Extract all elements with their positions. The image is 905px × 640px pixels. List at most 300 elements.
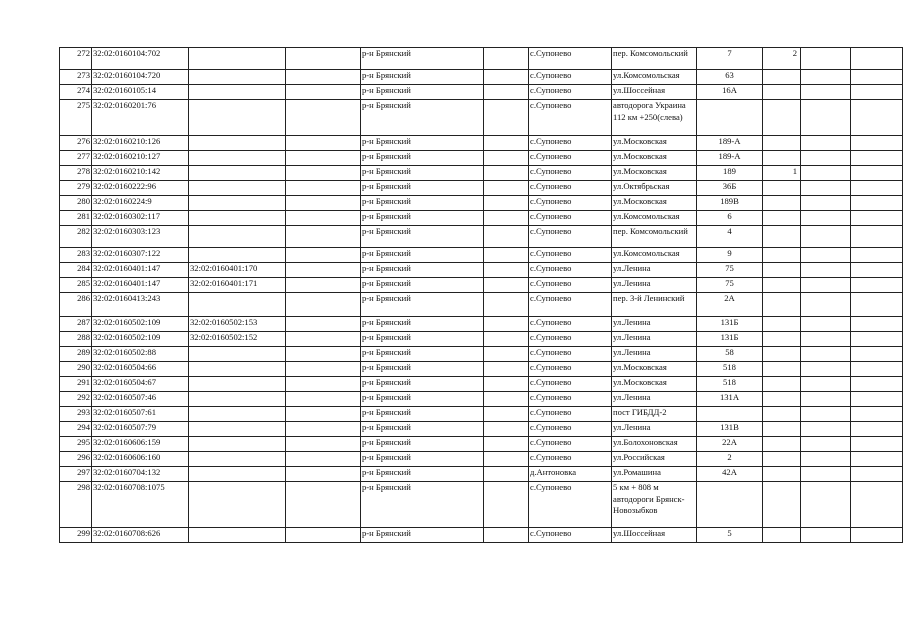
row-number-cell: 274 (60, 85, 92, 100)
row-number-cell: 272 (60, 48, 92, 70)
street-cell: ул.Ленина (612, 278, 697, 293)
row-number-cell: 298 (60, 482, 92, 528)
table-row (60, 332, 903, 347)
empty-cell (801, 70, 851, 85)
settlement-cell: с.Супонево (529, 85, 612, 100)
house-number-cell: 131Б (697, 317, 763, 332)
row-number-cell: 277 (60, 151, 92, 166)
empty-cell (801, 347, 851, 362)
street-cell: ул.Комсомольская (612, 248, 697, 263)
row-number-cell: 293 (60, 407, 92, 422)
street-cell: ул.Московская (612, 196, 697, 211)
empty-cell (851, 528, 903, 543)
street-cell: ул.Московская (612, 166, 697, 181)
empty-cell (286, 70, 361, 85)
empty-cell (801, 482, 851, 528)
empty-cell (286, 467, 361, 482)
house-number-cell: 16А (697, 85, 763, 100)
cadastral-number-cell: 32:02:0160302:117 (92, 211, 189, 226)
district-cell: р-н Брянский (361, 263, 484, 278)
settlement-cell: с.Супонево (529, 482, 612, 528)
table-row (60, 452, 903, 467)
empty-cell (851, 392, 903, 407)
empty-cell (851, 377, 903, 392)
cadastral-number-cell: 32:02:0160504:66 (92, 362, 189, 377)
settlement-cell: с.Супонево (529, 317, 612, 332)
district-cell: р-н Брянский (361, 196, 484, 211)
cadastral-number-cell: 32:02:0160307:122 (92, 248, 189, 263)
row-number-cell: 288 (60, 332, 92, 347)
cadastral-number-cell: 32:02:0160606:160 (92, 452, 189, 467)
related-cadastral-number-cell (189, 48, 286, 70)
empty-cell (801, 166, 851, 181)
cadastral-number-cell: 32:02:0160502:109 (92, 332, 189, 347)
settlement-cell: с.Супонево (529, 211, 612, 226)
table-row (60, 166, 903, 181)
house-number-cell: 189В (697, 196, 763, 211)
related-cadastral-number-cell: 32:02:0160401:171 (189, 278, 286, 293)
empty-cell (286, 392, 361, 407)
empty-cell (286, 293, 361, 317)
empty-cell (484, 100, 529, 136)
related-cadastral-number-cell (189, 347, 286, 362)
empty-cell (851, 317, 903, 332)
district-cell: р-н Брянский (361, 136, 484, 151)
empty-cell (851, 100, 903, 136)
district-cell: р-н Брянский (361, 278, 484, 293)
district-cell: р-н Брянский (361, 362, 484, 377)
cadastral-number-cell: 32:02:0160224:9 (92, 196, 189, 211)
cadastral-number-cell: 32:02:0160303:123 (92, 226, 189, 248)
settlement-cell: с.Супонево (529, 151, 612, 166)
empty-cell (484, 437, 529, 452)
settlement-cell: с.Супонево (529, 377, 612, 392)
empty-cell (801, 467, 851, 482)
unit-cell (763, 437, 801, 452)
unit-cell (763, 263, 801, 278)
unit-cell (763, 347, 801, 362)
district-cell: р-н Брянский (361, 407, 484, 422)
house-number-cell: 7 (697, 48, 763, 70)
district-cell: р-н Брянский (361, 248, 484, 263)
settlement-cell: с.Супонево (529, 136, 612, 151)
cadastral-number-cell: 32:02:0160222:96 (92, 181, 189, 196)
unit-cell (763, 482, 801, 528)
house-number-cell: 131В (697, 422, 763, 437)
street-cell: ул.Комсомольская (612, 211, 697, 226)
street-cell: ул.Ленина (612, 347, 697, 362)
related-cadastral-number-cell (189, 166, 286, 181)
district-cell: р-н Брянский (361, 377, 484, 392)
house-number-cell: 518 (697, 362, 763, 377)
settlement-cell: с.Супонево (529, 48, 612, 70)
unit-cell (763, 100, 801, 136)
table-row (60, 248, 903, 263)
empty-cell (286, 211, 361, 226)
house-number-cell (697, 407, 763, 422)
cadastral-number-cell: 32:02:0160413:243 (92, 293, 189, 317)
related-cadastral-number-cell (189, 211, 286, 226)
street-cell: ул.Московская (612, 362, 697, 377)
unit-cell (763, 528, 801, 543)
district-cell: р-н Брянский (361, 332, 484, 347)
row-number-cell: 297 (60, 467, 92, 482)
district-cell: р-н Брянский (361, 422, 484, 437)
empty-cell (286, 181, 361, 196)
table-row (60, 48, 903, 70)
cadastral-number-cell: 32:02:0160504:67 (92, 377, 189, 392)
table-row (60, 211, 903, 226)
street-cell: 5 км + 808 м автодороги Брянск-Новозыбков (612, 482, 697, 528)
empty-cell (851, 70, 903, 85)
related-cadastral-number-cell (189, 392, 286, 407)
related-cadastral-number-cell (189, 482, 286, 528)
empty-cell (484, 482, 529, 528)
empty-cell (484, 332, 529, 347)
related-cadastral-number-cell (189, 196, 286, 211)
related-cadastral-number-cell (189, 293, 286, 317)
empty-cell (484, 467, 529, 482)
cadastral-number-cell: 32:02:0160210:142 (92, 166, 189, 181)
street-cell: автодорога Украина 112 км +250(слева) (612, 100, 697, 136)
table-row (60, 226, 903, 248)
empty-cell (286, 100, 361, 136)
row-number-cell: 279 (60, 181, 92, 196)
street-cell: ул.Московская (612, 151, 697, 166)
district-cell: р-н Брянский (361, 347, 484, 362)
house-number-cell: 9 (697, 248, 763, 263)
unit-cell: 2 (763, 48, 801, 70)
settlement-cell: с.Супонево (529, 407, 612, 422)
empty-cell (286, 407, 361, 422)
row-number-cell: 285 (60, 278, 92, 293)
empty-cell (286, 48, 361, 70)
empty-cell (851, 452, 903, 467)
empty-cell (851, 422, 903, 437)
address-register-table (59, 47, 903, 543)
house-number-cell: 58 (697, 347, 763, 362)
empty-cell (801, 452, 851, 467)
empty-cell (851, 347, 903, 362)
empty-cell (801, 263, 851, 278)
empty-cell (484, 407, 529, 422)
unit-cell (763, 226, 801, 248)
cadastral-number-cell: 32:02:0160708:1075 (92, 482, 189, 528)
settlement-cell: с.Супонево (529, 452, 612, 467)
row-number-cell: 278 (60, 166, 92, 181)
empty-cell (801, 211, 851, 226)
unit-cell (763, 392, 801, 407)
empty-cell (851, 151, 903, 166)
house-number-cell: 189 (697, 166, 763, 181)
house-number-cell: 6 (697, 211, 763, 226)
street-cell: ул.Ленина (612, 317, 697, 332)
unit-cell (763, 70, 801, 85)
row-number-cell: 280 (60, 196, 92, 211)
empty-cell (286, 248, 361, 263)
settlement-cell: с.Супонево (529, 293, 612, 317)
table-row (60, 181, 903, 196)
empty-cell (286, 377, 361, 392)
table-row (60, 293, 903, 317)
related-cadastral-number-cell (189, 362, 286, 377)
row-number-cell: 273 (60, 70, 92, 85)
house-number-cell: 5 (697, 528, 763, 543)
cadastral-number-cell: 32:02:0160502:109 (92, 317, 189, 332)
empty-cell (801, 226, 851, 248)
table-row (60, 347, 903, 362)
table-row (60, 70, 903, 85)
cadastral-number-cell: 32:02:0160502:88 (92, 347, 189, 362)
cadastral-number-cell: 32:02:0160210:126 (92, 136, 189, 151)
cadastral-number-cell: 32:02:0160507:46 (92, 392, 189, 407)
empty-cell (851, 407, 903, 422)
related-cadastral-number-cell (189, 70, 286, 85)
house-number-cell (697, 100, 763, 136)
district-cell: р-н Брянский (361, 437, 484, 452)
row-number-cell: 284 (60, 263, 92, 278)
settlement-cell: с.Супонево (529, 362, 612, 377)
empty-cell (801, 278, 851, 293)
house-number-cell: 2 (697, 452, 763, 467)
district-cell: р-н Брянский (361, 392, 484, 407)
street-cell: ул.Шоссейная (612, 85, 697, 100)
table-row (60, 317, 903, 332)
cadastral-number-cell: 32:02:0160104:702 (92, 48, 189, 70)
empty-cell (851, 85, 903, 100)
cadastral-number-cell: 32:02:0160104:720 (92, 70, 189, 85)
street-cell: ул.Московская (612, 136, 697, 151)
empty-cell (484, 85, 529, 100)
unit-cell (763, 211, 801, 226)
house-number-cell: 4 (697, 226, 763, 248)
table-row (60, 151, 903, 166)
related-cadastral-number-cell (189, 452, 286, 467)
street-cell: ул.Октябрьская (612, 181, 697, 196)
empty-cell (801, 422, 851, 437)
empty-cell (851, 48, 903, 70)
table-row (60, 85, 903, 100)
empty-cell (801, 377, 851, 392)
empty-cell (851, 293, 903, 317)
cadastral-number-cell: 32:02:0160105:14 (92, 85, 189, 100)
district-cell: р-н Брянский (361, 317, 484, 332)
house-number-cell: 75 (697, 263, 763, 278)
empty-cell (801, 100, 851, 136)
empty-cell (484, 196, 529, 211)
empty-cell (286, 437, 361, 452)
related-cadastral-number-cell (189, 467, 286, 482)
empty-cell (851, 166, 903, 181)
empty-cell (851, 332, 903, 347)
district-cell: р-н Брянский (361, 482, 484, 528)
settlement-cell: с.Супонево (529, 248, 612, 263)
empty-cell (801, 392, 851, 407)
unit-cell (763, 317, 801, 332)
empty-cell (484, 263, 529, 278)
row-number-cell: 291 (60, 377, 92, 392)
table-row (60, 422, 903, 437)
empty-cell (851, 196, 903, 211)
settlement-cell: с.Супонево (529, 392, 612, 407)
cadastral-number-cell: 32:02:0160401:147 (92, 263, 189, 278)
related-cadastral-number-cell (189, 136, 286, 151)
empty-cell (484, 362, 529, 377)
district-cell: р-н Брянский (361, 48, 484, 70)
row-number-cell: 275 (60, 100, 92, 136)
empty-cell (484, 48, 529, 70)
table-row (60, 278, 903, 293)
empty-cell (484, 452, 529, 467)
house-number-cell: 36Б (697, 181, 763, 196)
street-cell: пост ГИБДД-2 (612, 407, 697, 422)
street-cell: пер. Комсомольский (612, 226, 697, 248)
unit-cell (763, 278, 801, 293)
empty-cell (851, 362, 903, 377)
cadastral-number-cell: 32:02:0160201:76 (92, 100, 189, 136)
house-number-cell: 2А (697, 293, 763, 317)
row-number-cell: 286 (60, 293, 92, 317)
row-number-cell: 276 (60, 136, 92, 151)
row-number-cell: 282 (60, 226, 92, 248)
cadastral-number-cell: 32:02:0160507:79 (92, 422, 189, 437)
related-cadastral-number-cell (189, 377, 286, 392)
empty-cell (851, 278, 903, 293)
street-cell: пер. 3-й Ленинский (612, 293, 697, 317)
unit-cell (763, 422, 801, 437)
related-cadastral-number-cell (189, 100, 286, 136)
empty-cell (851, 263, 903, 278)
house-number-cell: 518 (697, 377, 763, 392)
cadastral-number-cell: 32:02:0160704:132 (92, 467, 189, 482)
empty-cell (484, 70, 529, 85)
street-cell: ул.Московская (612, 377, 697, 392)
empty-cell (801, 85, 851, 100)
house-number-cell: 63 (697, 70, 763, 85)
table-row (60, 263, 903, 278)
unit-cell (763, 293, 801, 317)
empty-cell (286, 332, 361, 347)
cadastral-number-cell: 32:02:0160401:147 (92, 278, 189, 293)
street-cell: ул.Ленина (612, 392, 697, 407)
district-cell: р-н Брянский (361, 181, 484, 196)
empty-cell (801, 248, 851, 263)
empty-cell (286, 196, 361, 211)
district-cell: р-н Брянский (361, 211, 484, 226)
house-number-cell: 189-А (697, 151, 763, 166)
row-number-cell: 292 (60, 392, 92, 407)
table-row (60, 136, 903, 151)
settlement-cell: с.Супонево (529, 528, 612, 543)
district-cell: р-н Брянский (361, 85, 484, 100)
empty-cell (484, 248, 529, 263)
settlement-cell: с.Супонево (529, 437, 612, 452)
row-number-cell: 289 (60, 347, 92, 362)
empty-cell (484, 181, 529, 196)
house-number-cell: 42А (697, 467, 763, 482)
unit-cell (763, 181, 801, 196)
empty-cell (801, 48, 851, 70)
empty-cell (286, 422, 361, 437)
empty-cell (801, 332, 851, 347)
empty-cell (484, 151, 529, 166)
district-cell: р-н Брянский (361, 70, 484, 85)
empty-cell (484, 392, 529, 407)
street-cell: ул.Комсомольская (612, 70, 697, 85)
empty-cell (286, 317, 361, 332)
street-cell: ул.Ленина (612, 263, 697, 278)
district-cell: р-н Брянский (361, 293, 484, 317)
unit-cell (763, 332, 801, 347)
related-cadastral-number-cell: 32:02:0160502:153 (189, 317, 286, 332)
table-row (60, 407, 903, 422)
table-row (60, 467, 903, 482)
unit-cell (763, 248, 801, 263)
unit-cell (763, 196, 801, 211)
unit-cell (763, 362, 801, 377)
street-cell: ул.Ленина (612, 422, 697, 437)
cadastral-number-cell: 32:02:0160210:127 (92, 151, 189, 166)
empty-cell (286, 85, 361, 100)
empty-cell (286, 347, 361, 362)
empty-cell (851, 437, 903, 452)
house-number-cell: 75 (697, 278, 763, 293)
row-number-cell: 295 (60, 437, 92, 452)
district-cell: р-н Брянский (361, 100, 484, 136)
table-row (60, 377, 903, 392)
street-cell: ул.Шоссейная (612, 528, 697, 543)
row-number-cell: 281 (60, 211, 92, 226)
settlement-cell: с.Супонево (529, 181, 612, 196)
empty-cell (286, 151, 361, 166)
empty-cell (851, 136, 903, 151)
empty-cell (801, 293, 851, 317)
settlement-cell: с.Супонево (529, 196, 612, 211)
settlement-cell: д.Антоновка (529, 467, 612, 482)
related-cadastral-number-cell (189, 422, 286, 437)
empty-cell (851, 181, 903, 196)
cadastral-number-cell: 32:02:0160507:61 (92, 407, 189, 422)
settlement-cell: с.Супонево (529, 332, 612, 347)
street-cell: ул.Болохоновская (612, 437, 697, 452)
related-cadastral-number-cell (189, 85, 286, 100)
empty-cell (286, 136, 361, 151)
settlement-cell: с.Супонево (529, 70, 612, 85)
district-cell: р-н Брянский (361, 151, 484, 166)
table-row (60, 362, 903, 377)
empty-cell (801, 136, 851, 151)
related-cadastral-number-cell (189, 528, 286, 543)
cadastral-number-cell: 32:02:0160708:626 (92, 528, 189, 543)
empty-cell (801, 528, 851, 543)
unit-cell (763, 85, 801, 100)
house-number-cell: 189-А (697, 136, 763, 151)
house-number-cell: 131Б (697, 332, 763, 347)
table-row (60, 528, 903, 543)
empty-cell (801, 317, 851, 332)
related-cadastral-number-cell (189, 181, 286, 196)
settlement-cell: с.Супонево (529, 278, 612, 293)
house-number-cell: 22А (697, 437, 763, 452)
empty-cell (484, 226, 529, 248)
empty-cell (484, 317, 529, 332)
table-row (60, 437, 903, 452)
street-cell: ул.Ленина (612, 332, 697, 347)
cadastral-number-cell: 32:02:0160606:159 (92, 437, 189, 452)
unit-cell (763, 407, 801, 422)
street-cell: ул.Ромашина (612, 467, 697, 482)
empty-cell (801, 151, 851, 166)
